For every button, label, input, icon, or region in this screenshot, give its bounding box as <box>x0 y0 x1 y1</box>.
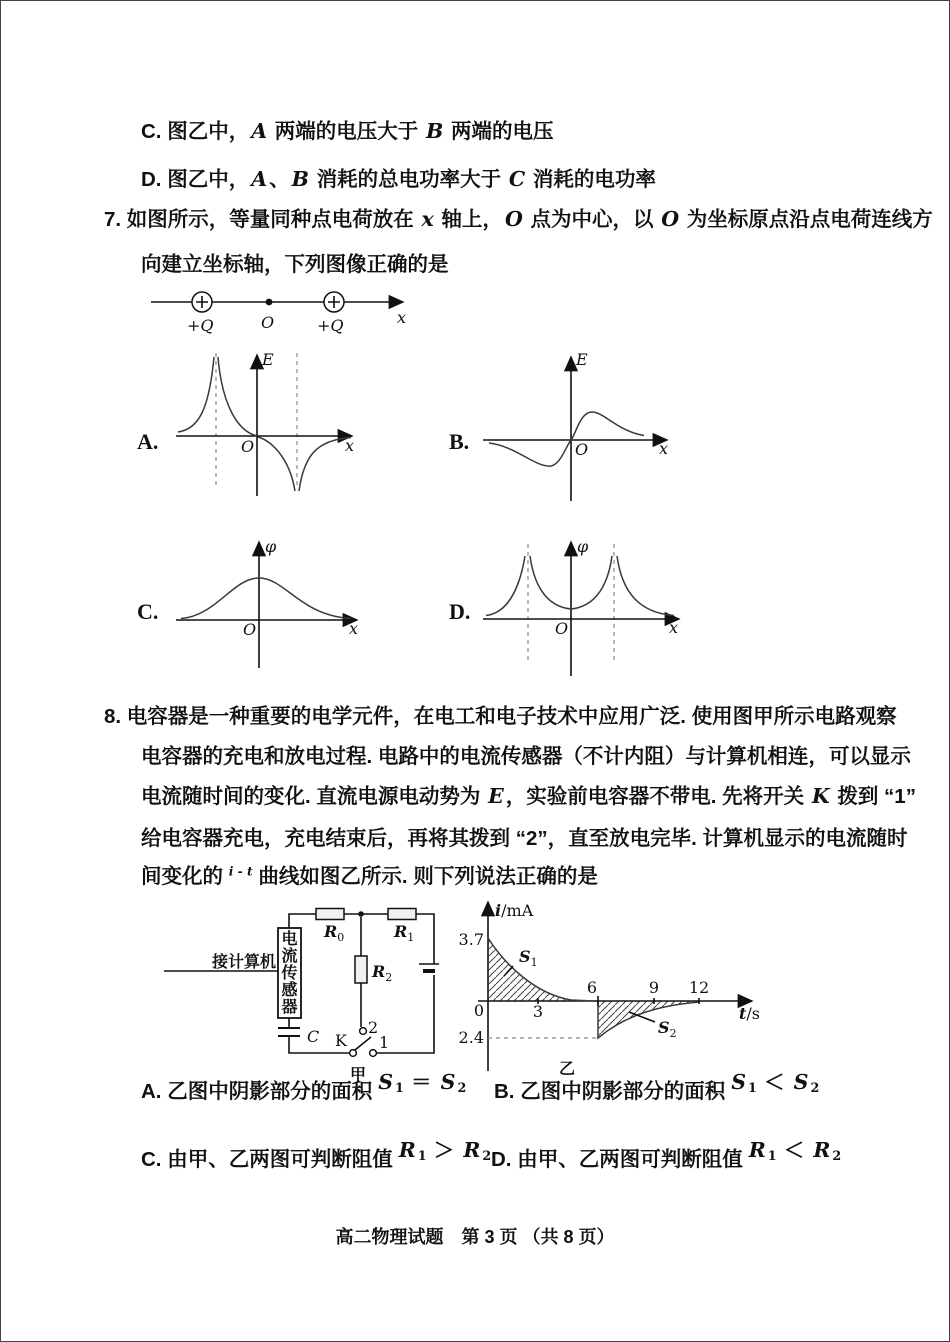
q6-option-d: D. 图乙中，A、B 消耗的总电功率大于 C 消耗的电功率 <box>141 167 656 191</box>
resistor-r0-label: $R_0$ <box>324 922 345 944</box>
junction-dot <box>358 911 364 917</box>
curve-segment <box>486 556 525 616</box>
q8-option-a-math: S 1 ＝ S 2 <box>378 1070 467 1095</box>
x-axis-label: x <box>659 439 669 458</box>
y-min-value: 2.4 <box>458 1028 484 1047</box>
q7-stem-line2: 向建立坐标轴，下列图像正确的是 <box>141 253 449 276</box>
q8-option-d-text: D. 由甲、乙两图可判断阻值 <box>491 1148 743 1171</box>
e-axis-label: E <box>262 350 274 369</box>
switch-pos1-label: 1 <box>379 1033 390 1052</box>
curve-segment <box>178 357 214 432</box>
current-sensor-label: 电流传感器 <box>281 931 298 1016</box>
curve <box>181 578 351 619</box>
left-charge <box>192 292 212 312</box>
origin-label: O <box>555 619 569 638</box>
t9-tick-label: 9 <box>648 978 660 997</box>
graph-c <box>171 536 371 676</box>
q8-option-b <box>494 1070 820 1104</box>
t6-tick-label: 6 <box>586 978 598 997</box>
q8-option-b-math: S 1 ＜ S 2 <box>731 1070 820 1095</box>
curve-segment <box>218 357 257 436</box>
q7-stem-line1: 7. 如图所示，等量同种点电荷放在 x 轴上，O 点为中心，以 O 为坐标原点沿点电荷连线方 <box>104 207 933 231</box>
curve <box>489 412 644 466</box>
graph-c-label: C. <box>137 599 159 624</box>
origin-label: O <box>243 620 257 639</box>
q8-stem-line1: 8. 电容器是一种重要的电学元件，在电工和电子技术中应用广泛. 使用图甲所示电路观察 <box>104 705 897 728</box>
q8-option-a-text: A. 乙图中阴影部分的面积 <box>141 1080 373 1103</box>
origin-label: O <box>261 313 275 332</box>
graph-d <box>481 536 691 681</box>
resistor-r0-body <box>316 909 344 920</box>
graph-b <box>481 351 681 506</box>
q8-stem-line3: 电流随时间的变化. 直流电源电动势为 E，实验前电容器不带电. 先将开关 K 拨到 “1” <box>141 784 916 808</box>
x-axis-label: x <box>349 619 359 638</box>
origin-dot <box>266 299 273 306</box>
q8-option-d-math: R 1 ＜ R 2 <box>748 1138 842 1163</box>
t3-tick-label: 3 <box>532 1002 544 1021</box>
computer-lead-label: 接计算机 <box>211 954 276 971</box>
figure-yi-caption: 乙 <box>559 1061 576 1078</box>
capacitor-symbol <box>278 1028 300 1036</box>
q8-stem-line5: 间变化的 $^{i - t}$ 曲线如图乙所示. 则下列说法正确的是 <box>141 863 598 888</box>
curve-segment <box>299 438 351 492</box>
q8-stem-line4: 给电容器充电，充电结束后，再将其拨到 “2”，直至放电完毕. 计算机显示的电流随时 <box>141 827 908 850</box>
origin-label: O <box>241 437 255 456</box>
q8-option-c-text: C. 由甲、乙两图可判断阻值 <box>141 1148 393 1171</box>
charge-diagram <box>141 279 431 341</box>
q8-option-a <box>141 1070 467 1104</box>
curve-segment <box>617 556 674 616</box>
y-axis-label: i/mA <box>495 901 534 920</box>
battery-symbol <box>419 964 439 971</box>
q8-stem-line2: 电容器的充电和放电过程. 电路中的电流传感器（不计内阻）与计算机相连，可以显示 <box>141 745 911 768</box>
graph-b-label: B. <box>449 429 470 454</box>
resistor-r1-label: $R_1$ <box>394 922 415 944</box>
x-axis-label: x <box>397 308 407 327</box>
t0-tick-label: 0 <box>473 1001 485 1020</box>
switch-blade <box>355 1037 371 1050</box>
resistor-r2-label: $R_2$ <box>372 962 393 984</box>
x-axis-label: x <box>345 436 355 455</box>
q6-option-c: C. 图乙中，A 两端的电压大于 B 两端的电压 <box>141 119 554 143</box>
graph-a-label: A. <box>137 429 159 454</box>
right-charge <box>324 292 344 312</box>
phi-axis-label: φ <box>265 537 277 556</box>
left-charge-label: +Q <box>187 316 214 335</box>
right-charge-label: +Q <box>317 316 344 335</box>
page-footer: 高二物理试题 第 3 页 （共 8 页） <box>335 1227 615 1247</box>
curve-segment <box>258 437 295 491</box>
switch-pos2-label: 2 <box>368 1018 379 1037</box>
e-axis-label: E <box>576 350 588 369</box>
q8-option-c-math: R 1 ＞ R 2 <box>398 1138 492 1163</box>
s2-area-label: $S_2$ <box>658 1018 677 1040</box>
q8-option-c <box>141 1138 492 1172</box>
resistor-r1-body <box>388 909 416 920</box>
graph-d-label: D. <box>449 599 471 624</box>
s1-area-label: $S_1$ <box>519 947 538 969</box>
it-graph <box>458 886 801 1091</box>
shaded-area-s1 <box>488 938 576 1001</box>
q8-option-d <box>491 1138 842 1172</box>
capacitor-label: C <box>307 1027 320 1046</box>
x-axis-label: t/s <box>739 1004 760 1023</box>
phi-axis-label: φ <box>577 537 589 556</box>
switch-label: K <box>335 1031 347 1050</box>
resistor-r2-body <box>355 956 367 983</box>
graph-a <box>171 349 371 501</box>
x-axis-label: x <box>669 618 679 637</box>
y-max-value: 3.7 <box>458 930 484 949</box>
q8-option-b-text: B. 乙图中阴影部分的面积 <box>494 1080 726 1103</box>
origin-label: O <box>575 440 589 459</box>
t12-tick-label: 12 <box>688 978 710 997</box>
figure-jia-caption: 甲 <box>350 1067 367 1084</box>
circuit-figure <box>161 896 461 1088</box>
